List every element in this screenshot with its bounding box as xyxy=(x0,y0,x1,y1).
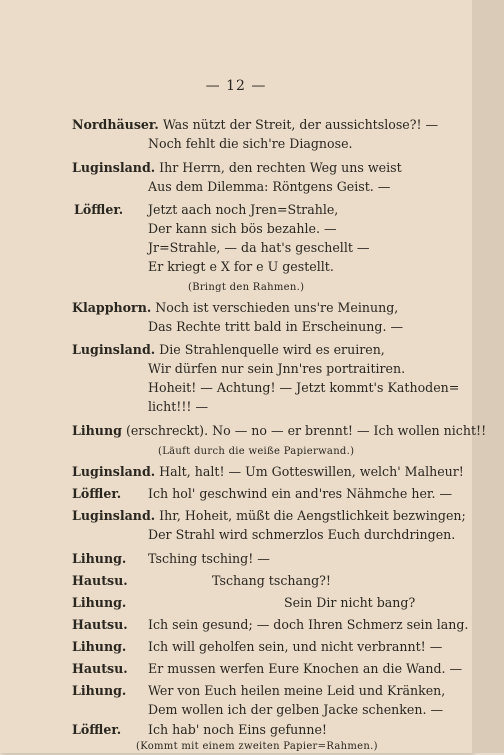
line-text: Noch fehlt die sich're Diagnose. xyxy=(148,136,353,151)
speaker-name: Löffler. xyxy=(72,486,122,501)
line-text: Aus dem Dilemma: Röntgens Geist. — xyxy=(148,179,391,194)
speaker-name: Lihung. xyxy=(72,639,127,654)
dialogue-line xyxy=(148,380,459,396)
dialogue-line xyxy=(72,617,128,633)
speaker-name: Löffler. xyxy=(74,202,124,217)
line-text: Wir dürfen nur sein Jnn'res portraitiren. xyxy=(148,361,406,376)
dialogue-line xyxy=(148,702,443,718)
facing-page-edge xyxy=(472,0,504,753)
dialogue-line xyxy=(72,160,402,176)
stage-direction xyxy=(188,280,304,296)
dialogue-line xyxy=(148,202,338,218)
dialogue-line xyxy=(72,464,464,480)
dialogue-line xyxy=(72,661,128,677)
speaker-name: Lihung. xyxy=(72,551,127,566)
line-text: Ich hol' geschwind ein and'res Nähmche her. — xyxy=(148,486,453,501)
line-text: Tschang tschang?! xyxy=(212,573,331,588)
line-text: Hoheit! — Achtung! — Jetzt kommt's Kathoden= xyxy=(148,380,460,395)
line-text: Sein Dir nicht bang? xyxy=(284,595,416,610)
dialogue-line xyxy=(148,486,452,502)
speaker-name: Luginsland. xyxy=(72,160,156,175)
dialogue-line xyxy=(148,319,403,335)
dialogue-line xyxy=(148,722,327,738)
line-text: Jetzt aach noch Jren=Strahle, xyxy=(148,202,339,217)
dialogue-line xyxy=(72,300,398,316)
line-text: Er mussen werfen Eure Knochen an die Wand. — xyxy=(148,661,463,676)
dialogue-line xyxy=(284,595,415,611)
dialogue-line xyxy=(72,508,466,524)
line-text: Jr=Strahle, — da hat's geschellt — xyxy=(148,240,370,255)
dialogue-line xyxy=(212,573,331,589)
speaker-name: Hautsu. xyxy=(72,573,128,588)
line-text: Wer von Euch heilen meine Leid und Kränken, xyxy=(148,683,446,698)
stage-direction-text: (Bringt den Rahmen.) xyxy=(188,282,305,293)
dialogue-line xyxy=(74,202,123,218)
dialogue-line xyxy=(72,595,126,611)
speaker-name: Luginsland. xyxy=(72,342,156,357)
line-text: Der Strahl wird schmerzlos Euch durchdringen. xyxy=(148,527,456,542)
dialogue-line xyxy=(72,722,121,738)
dialogue-line xyxy=(148,361,405,377)
line-text: licht!!! — xyxy=(148,399,209,414)
dialogue-line xyxy=(72,117,438,133)
dialogue-line xyxy=(72,486,121,502)
speaker-name: Luginsland. xyxy=(72,508,156,523)
dialogue-line xyxy=(148,683,445,699)
line-text: Noch ist verschieden uns're Meinung, xyxy=(155,300,399,315)
dialogue-line xyxy=(148,136,353,152)
dialogue-line xyxy=(148,221,337,237)
dialogue-line xyxy=(148,661,462,677)
dialogue-line xyxy=(148,259,334,275)
line-text: Ich hab' noch Eins gefunne! xyxy=(148,722,327,737)
dialogue-line xyxy=(72,551,126,567)
dialogue-line xyxy=(148,399,208,415)
stage-direction-text: (Läuft durch die weiße Papierwand.) xyxy=(158,446,355,457)
dialogue-line xyxy=(148,639,442,655)
dialogue-line xyxy=(72,342,385,358)
speaker-name: Lihung. xyxy=(72,595,127,610)
line-text: Ich sein gesund; — doch Ihren Schmerz sein lang. xyxy=(148,617,469,632)
line-text: Dem wollen ich der gelben Jacke schenken. — xyxy=(148,702,444,717)
line-text: Tsching tsching! — xyxy=(148,551,270,566)
line-text: Das Rechte tritt bald in Erscheinung. — xyxy=(148,319,404,334)
line-text: Was nützt der Streit, der aussichtslose?! — xyxy=(162,117,439,132)
dialogue-line xyxy=(72,423,486,439)
dialogue-line xyxy=(148,240,370,256)
speaker-name: Hautsu. xyxy=(72,661,128,676)
line-text: Die Strahlenquelle wird es eruiren, xyxy=(159,342,385,357)
dialogue-line xyxy=(148,179,390,195)
line-text: Der kann sich bös bezahle. — xyxy=(148,221,337,236)
line-text: Ihr, Hoheit, müßt die Aengstlichkeit bezwingen; xyxy=(159,508,466,523)
dialogue-line xyxy=(148,527,455,543)
line-text: Ich will geholfen sein, und nicht verbrannt! — xyxy=(148,639,443,654)
stage-direction-text: (Kommt mit einem zweiten Papier=Rahmen.) xyxy=(136,741,378,752)
speaker-name: Löffler. xyxy=(72,722,122,737)
line-text: (erschreckt). No — no — er brennt! — Ich wollen nicht!! xyxy=(125,423,487,438)
speaker-name: Nordhäuser. xyxy=(72,117,159,132)
line-text: Ihr Herrn, den rechten Weg uns weist xyxy=(159,160,402,175)
speaker-name: Lihung. xyxy=(72,683,127,698)
dialogue-line xyxy=(148,551,270,567)
speaker-name: Hautsu. xyxy=(72,617,128,632)
line-text: Er kriegt e X for e U gestellt. xyxy=(148,259,334,274)
speaker-name: Luginsland. xyxy=(72,464,156,479)
dialogue-line xyxy=(72,683,126,699)
dialogue-line xyxy=(148,617,468,633)
stage-direction xyxy=(158,444,354,460)
page-number: — 12 — xyxy=(205,78,267,94)
dialogue-line xyxy=(72,639,126,655)
dialogue-line xyxy=(72,573,128,589)
speaker-name: Klapphorn. xyxy=(72,300,152,315)
speaker-name: Lihung xyxy=(72,423,122,438)
line-text: Halt, halt! — Um Gotteswillen, welch' Malheur! xyxy=(159,464,464,479)
